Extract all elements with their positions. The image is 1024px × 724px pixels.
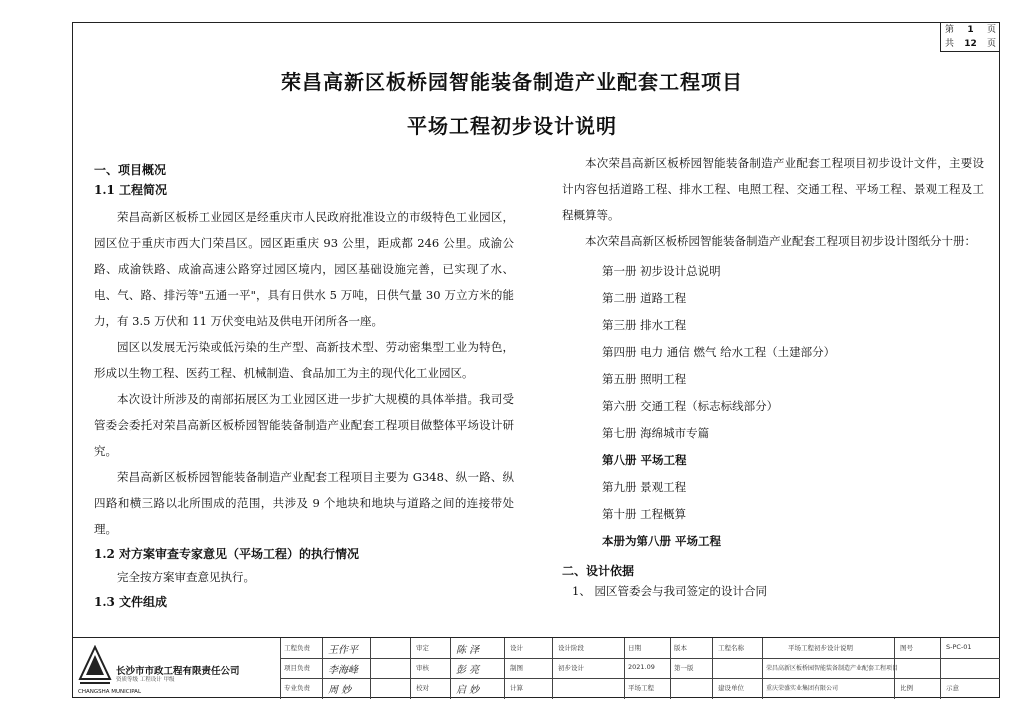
page-label: 第 xyxy=(945,25,955,35)
scale-value: 示意 xyxy=(946,684,959,692)
subsection-heading: 1.2 对方案审查专家意见（平场工程）的执行情况 xyxy=(94,547,360,561)
paragraph: 荣昌高新区板桥园智能装备制造产业配套工程项目主要为 G348、纵一路、纵四路和横三路以北所围成的范围，共涉及 9 个地块和地块与道路之间的连接带处理。 xyxy=(94,470,514,536)
signature-name: 王作平 xyxy=(328,645,358,656)
right-column xyxy=(562,150,984,601)
volume-item: 第三册 排水工程 xyxy=(602,318,687,332)
client-value: 重庆荣盛实业集团有限公司 xyxy=(766,685,839,692)
subsection-heading: 1.3 文件组成 xyxy=(94,595,168,609)
signature-name: 彭 亮 xyxy=(456,665,480,676)
page-current xyxy=(945,23,996,37)
divider xyxy=(504,638,505,699)
date-value: 2021.09 xyxy=(628,663,655,671)
divider xyxy=(940,638,941,699)
stage-value: 初步设计 xyxy=(558,664,584,672)
paragraph: 完全按方案审查意见执行。 xyxy=(117,570,255,584)
volume-item: 第四册 电力 通信 燃气 给水工程（土建部分） xyxy=(602,345,836,359)
page-number-box xyxy=(940,22,1000,52)
divider xyxy=(552,638,553,699)
version-label: 版本 xyxy=(674,644,687,652)
page-value: 1 xyxy=(967,25,974,35)
scale-label: 比例 xyxy=(900,684,913,692)
role-label: 制图 xyxy=(510,664,523,672)
total-unit: 页 xyxy=(986,39,996,49)
volume-item: 第七册 海绵城市专篇 xyxy=(602,426,710,440)
date-label: 日期 xyxy=(628,644,641,652)
company-english-name: CHANGSHA MUNICIPAL xyxy=(78,689,142,695)
total-label: 共 xyxy=(945,39,955,49)
specialty: 平场工程 xyxy=(628,684,654,692)
role-label: 审核 xyxy=(416,664,429,672)
version-value: 第一版 xyxy=(674,664,694,672)
volume-item: 第二册 道路工程 xyxy=(602,291,687,305)
drawing-no-label: 图号 xyxy=(900,644,913,652)
divider xyxy=(370,638,371,699)
divider xyxy=(280,658,1000,659)
paragraph: 荣昌高新区板桥工业园区是经重庆市人民政府批准设立的市级特色工业园区，园区位于重庆市西大门荣昌区。园区距重庆 93 公里，距成都 246 公里。成渝公路、成渝铁路、成渝高速公路穿过园区境内，园区基础设施完善，已实现了水、电、气、路、排污等"五通一平"，具有日供水 5 万吨，日供气量 30 万立方米的能力，有 3.5 万伏和 11 万伏变电站及供电开闭所各一座。 xyxy=(94,210,514,328)
basis-item: 1、 园区管委会与我司签定的设计合同 xyxy=(572,584,767,598)
role-label: 计算 xyxy=(510,684,523,692)
paragraph: 本次荣昌高新区板桥园智能装备制造产业配套工程项目初步设计文件，主要设计内容包括道路工程、排水工程、电照工程、交通工程、平场工程、景观工程及工程概算等。 xyxy=(562,156,984,222)
divider xyxy=(280,678,1000,679)
client-label: 建设单位 xyxy=(718,684,744,692)
signature-name: 陈 泽 xyxy=(456,645,480,656)
company-logo-icon xyxy=(78,645,112,687)
divider xyxy=(450,638,451,699)
company-name: 长沙市市政工程有限责任公司 xyxy=(116,666,240,677)
divider xyxy=(762,638,763,699)
role-label: 校对 xyxy=(416,684,429,692)
document-subtitle: 平场工程初步设计说明 xyxy=(407,114,617,138)
role-label: 项目负责 xyxy=(284,664,310,672)
volume-item-current: 第八册 平场工程 xyxy=(602,453,687,467)
signature-name: 启 妙 xyxy=(456,685,480,696)
divider xyxy=(280,638,281,699)
company-qualification: 资质等级 工程设计 甲级 xyxy=(116,677,175,683)
role-label: 设计 xyxy=(510,644,523,652)
role-label: 专业负责 xyxy=(284,684,310,692)
volume-item: 第一册 初步设计总说明 xyxy=(602,264,721,278)
volume-item: 第九册 景观工程 xyxy=(602,480,687,494)
total-value: 12 xyxy=(964,39,977,49)
divider xyxy=(670,638,671,699)
subsection-heading: 1.1 工程简况 xyxy=(94,183,168,197)
signature-name: 周 妙 xyxy=(328,685,352,696)
drawing-title: 平场工程初步设计说明 xyxy=(788,644,853,652)
divider xyxy=(712,638,713,699)
project-value: 荣昌高新区板桥园智能装备制造产业配套工程项目 xyxy=(766,665,899,672)
page-unit: 页 xyxy=(986,25,996,35)
volume-item: 第六册 交通工程（标志标线部分） xyxy=(602,399,779,413)
page-total xyxy=(945,37,996,51)
volume-list xyxy=(562,258,984,555)
divider xyxy=(624,638,625,699)
signature-name: 李海峰 xyxy=(328,665,358,676)
paragraph: 本次荣昌高新区板桥园智能装备制造产业配套工程项目初步设计图纸分十册： xyxy=(585,234,976,248)
divider xyxy=(322,638,323,699)
project-label: 工程名称 xyxy=(718,644,744,652)
role-label: 审定 xyxy=(416,644,429,652)
drawing-no: S-PC-01 xyxy=(946,643,972,651)
paragraph: 园区以发展无污染或低污染的生产型、高新技术型、劳动密集型工业为特色，形成以生物工程、医药工程、机械制造、食品加工为主的现代化工业园区。 xyxy=(94,340,514,380)
stage-label: 设计阶段 xyxy=(558,644,584,652)
volume-item: 第五册 照明工程 xyxy=(602,372,687,386)
divider xyxy=(410,638,411,699)
this-volume-note: 本册为第八册 平场工程 xyxy=(602,534,722,548)
paragraph: 本次设计所涉及的南部拓展区为工业园区进一步扩大规模的具体举措。我司受管委会委托对荣昌高新区板桥园智能装备制造产业配套工程项目做整体平场设计研究。 xyxy=(94,392,514,458)
left-column xyxy=(94,160,514,612)
role-label: 工程负责 xyxy=(284,644,310,652)
document-title: 荣昌高新区板桥园智能装备制造产业配套工程项目 xyxy=(281,70,743,94)
volume-item: 第十册 工程概算 xyxy=(602,507,687,521)
section-heading: 一、项目概况 xyxy=(94,163,167,177)
section-heading: 二、设计依据 xyxy=(562,564,635,578)
